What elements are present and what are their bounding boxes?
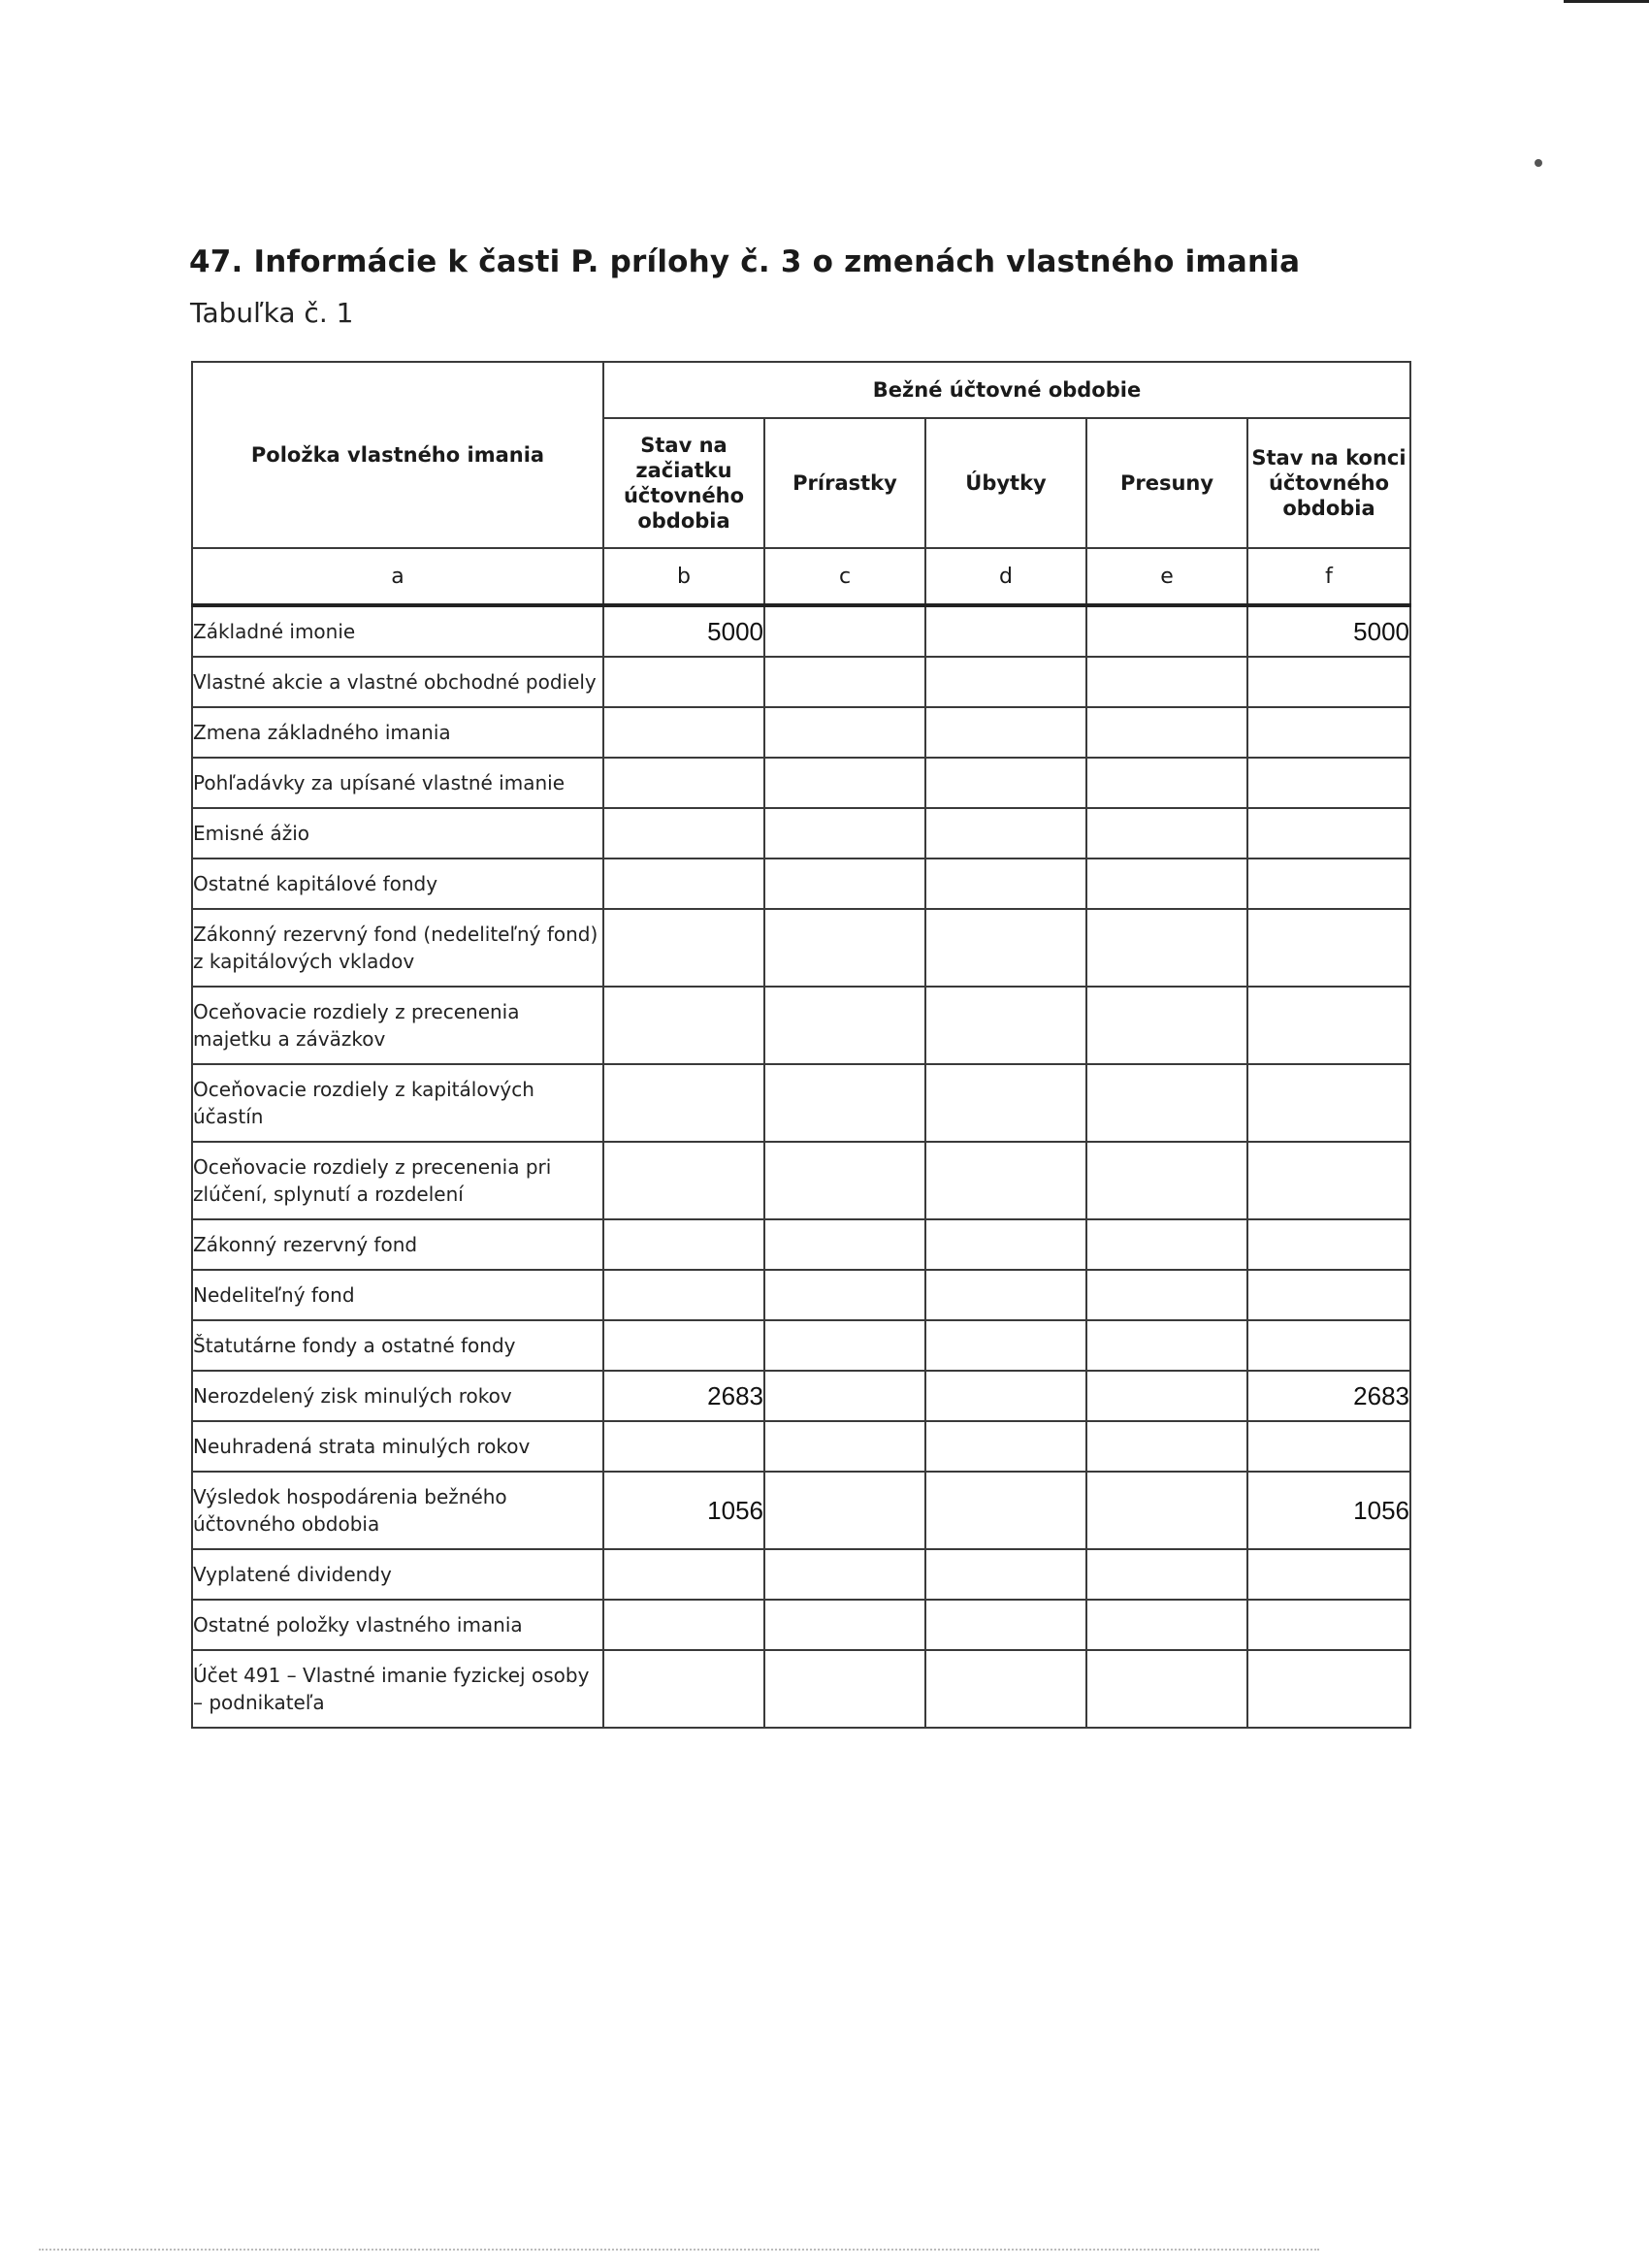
cell-f bbox=[1247, 1270, 1410, 1320]
cell-f bbox=[1247, 1421, 1410, 1472]
cell-c bbox=[764, 1600, 925, 1650]
cell-d bbox=[925, 859, 1086, 909]
table-row bbox=[192, 1472, 1410, 1549]
scan-edge-mark bbox=[1564, 0, 1649, 3]
cell-f bbox=[1247, 1064, 1410, 1142]
scan-speck bbox=[1535, 159, 1542, 167]
cell-b bbox=[603, 1142, 764, 1219]
cell-b bbox=[603, 1650, 764, 1728]
cell-b bbox=[603, 657, 764, 707]
column-letter-c: c bbox=[764, 548, 925, 605]
cell-c bbox=[764, 909, 925, 987]
cell-c bbox=[764, 707, 925, 758]
cell-d bbox=[925, 1371, 1086, 1421]
table-row bbox=[192, 909, 1410, 987]
column-letter-a: a bbox=[192, 548, 603, 605]
cell-b bbox=[603, 1600, 764, 1650]
row-label: Štatutárne fondy a ostatné fondy bbox=[192, 1320, 603, 1371]
table-row bbox=[192, 859, 1410, 909]
cell-e bbox=[1086, 1650, 1247, 1728]
cell-e bbox=[1086, 1371, 1247, 1421]
cell-f bbox=[1247, 758, 1410, 808]
equity-changes-table bbox=[191, 361, 1411, 1729]
table-row bbox=[192, 1270, 1410, 1320]
row-label: Výsledok hospodárenia bežného účtovného obdobia bbox=[192, 1472, 603, 1549]
row-label: Vlastné akcie a vlastné obchodné podiely bbox=[192, 657, 603, 707]
cell-b: 5000 bbox=[603, 605, 764, 657]
column-header-c: Prírastky bbox=[764, 418, 925, 548]
cell-e bbox=[1086, 1219, 1247, 1270]
cell-d bbox=[925, 1320, 1086, 1371]
row-label: Neuhradená strata minulých rokov bbox=[192, 1421, 603, 1472]
column-header-f: Stav na konci účtovného obdobia bbox=[1247, 418, 1410, 548]
cell-e bbox=[1086, 1600, 1247, 1650]
cell-f bbox=[1247, 859, 1410, 909]
cell-c bbox=[764, 1371, 925, 1421]
cell-e bbox=[1086, 657, 1247, 707]
cell-b bbox=[603, 909, 764, 987]
cell-d bbox=[925, 1421, 1086, 1472]
row-label: Zákonný rezervný fond bbox=[192, 1219, 603, 1270]
row-label: Oceňovacie rozdiely z precenenia majetku a záväzkov bbox=[192, 987, 603, 1064]
cell-f: 5000 bbox=[1247, 605, 1410, 657]
column-letter-b: b bbox=[603, 548, 764, 605]
item-column-header: Položka vlastného imania bbox=[192, 362, 603, 548]
row-label: Účet 491 – Vlastné imanie fyzickej osoby – podnikateľa bbox=[192, 1650, 603, 1728]
cell-c bbox=[764, 1270, 925, 1320]
column-letter-d: d bbox=[925, 548, 1086, 605]
cell-f: 1056 bbox=[1247, 1472, 1410, 1549]
cell-b bbox=[603, 987, 764, 1064]
cell-f bbox=[1247, 1650, 1410, 1728]
cell-e bbox=[1086, 605, 1247, 657]
cell-b bbox=[603, 859, 764, 909]
cell-c bbox=[764, 1421, 925, 1472]
table-row bbox=[192, 1650, 1410, 1728]
table-row bbox=[192, 1421, 1410, 1472]
row-label: Ostatné položky vlastného imania bbox=[192, 1600, 603, 1650]
cell-f bbox=[1247, 1320, 1410, 1371]
cell-c bbox=[764, 1549, 925, 1600]
cell-e bbox=[1086, 1320, 1247, 1371]
table-row bbox=[192, 657, 1410, 707]
cell-b bbox=[603, 1320, 764, 1371]
cell-f bbox=[1247, 1600, 1410, 1650]
cell-f bbox=[1247, 808, 1410, 859]
cell-f bbox=[1247, 987, 1410, 1064]
table-row bbox=[192, 987, 1410, 1064]
cell-c bbox=[764, 758, 925, 808]
table-row bbox=[192, 1371, 1410, 1421]
column-header-b: Stav na začiatku účtovného obdobia bbox=[603, 418, 764, 548]
row-label: Nedeliteľný fond bbox=[192, 1270, 603, 1320]
cell-c bbox=[764, 1650, 925, 1728]
cell-d bbox=[925, 707, 1086, 758]
table-row bbox=[192, 1320, 1410, 1371]
cell-b: 2683 bbox=[603, 1371, 764, 1421]
cell-b bbox=[603, 1219, 764, 1270]
cell-d bbox=[925, 1270, 1086, 1320]
cell-e bbox=[1086, 707, 1247, 758]
cell-f bbox=[1247, 1142, 1410, 1219]
row-label: Zákonný rezervný fond (nedeliteľný fond) z kapitálových vkladov bbox=[192, 909, 603, 987]
cell-c bbox=[764, 1142, 925, 1219]
row-label: Pohľadávky za upísané vlastné imanie bbox=[192, 758, 603, 808]
cell-b bbox=[603, 1421, 764, 1472]
cell-b bbox=[603, 1549, 764, 1600]
table-row bbox=[192, 707, 1410, 758]
cell-d bbox=[925, 1600, 1086, 1650]
column-header-e: Presuny bbox=[1086, 418, 1247, 548]
cell-c bbox=[764, 1320, 925, 1371]
page-title: 47. Informácie k časti P. prílohy č. 3 o zmenách vlastného imania bbox=[189, 244, 1301, 279]
cell-f: 2683 bbox=[1247, 1371, 1410, 1421]
cell-d bbox=[925, 1142, 1086, 1219]
column-letter-e: e bbox=[1086, 548, 1247, 605]
table-row bbox=[192, 1219, 1410, 1270]
cell-b bbox=[603, 1270, 764, 1320]
cell-d bbox=[925, 987, 1086, 1064]
cell-d bbox=[925, 1549, 1086, 1600]
cell-d bbox=[925, 1064, 1086, 1142]
cell-e bbox=[1086, 909, 1247, 987]
row-label: Zmena základného imania bbox=[192, 707, 603, 758]
cell-e bbox=[1086, 1142, 1247, 1219]
cell-e bbox=[1086, 1472, 1247, 1549]
table-row bbox=[192, 1142, 1410, 1219]
cell-d bbox=[925, 808, 1086, 859]
period-header: Bežné účtovné obdobie bbox=[603, 362, 1410, 418]
table-row bbox=[192, 605, 1410, 657]
column-letter-f: f bbox=[1247, 548, 1410, 605]
table-row bbox=[192, 1549, 1410, 1600]
cell-f bbox=[1247, 707, 1410, 758]
cell-e bbox=[1086, 1270, 1247, 1320]
row-label: Emisné ážio bbox=[192, 808, 603, 859]
table-row bbox=[192, 758, 1410, 808]
row-label: Základné imonie bbox=[192, 605, 603, 657]
cell-c bbox=[764, 657, 925, 707]
cell-d bbox=[925, 1472, 1086, 1549]
cell-f bbox=[1247, 1219, 1410, 1270]
cell-e bbox=[1086, 1064, 1247, 1142]
cell-f bbox=[1247, 909, 1410, 987]
cell-c bbox=[764, 987, 925, 1064]
row-label: Vyplatené dividendy bbox=[192, 1549, 603, 1600]
cell-e bbox=[1086, 808, 1247, 859]
cell-e bbox=[1086, 987, 1247, 1064]
cell-c bbox=[764, 859, 925, 909]
row-label: Oceňovacie rozdiely z kapitálových účastín bbox=[192, 1064, 603, 1142]
cell-d bbox=[925, 1650, 1086, 1728]
cell-e bbox=[1086, 758, 1247, 808]
cell-d bbox=[925, 1219, 1086, 1270]
cell-b bbox=[603, 707, 764, 758]
cell-c bbox=[764, 1472, 925, 1549]
scan-bottom-edge bbox=[39, 2249, 1319, 2252]
cell-f bbox=[1247, 1549, 1410, 1600]
cell-c bbox=[764, 1219, 925, 1270]
table-caption: Tabuľka č. 1 bbox=[190, 297, 354, 329]
table-row bbox=[192, 808, 1410, 859]
column-header-d: Úbytky bbox=[925, 418, 1086, 548]
row-label: Oceňovacie rozdiely z precenenia pri zlúčení, splynutí a rozdelení bbox=[192, 1142, 603, 1219]
row-label: Nerozdelený zisk minulých rokov bbox=[192, 1371, 603, 1421]
cell-c bbox=[764, 808, 925, 859]
cell-c bbox=[764, 605, 925, 657]
cell-b bbox=[603, 808, 764, 859]
cell-d bbox=[925, 909, 1086, 987]
cell-c bbox=[764, 1064, 925, 1142]
cell-f bbox=[1247, 657, 1410, 707]
cell-e bbox=[1086, 1549, 1247, 1600]
row-label: Ostatné kapitálové fondy bbox=[192, 859, 603, 909]
cell-b: 1056 bbox=[603, 1472, 764, 1549]
cell-d bbox=[925, 657, 1086, 707]
cell-e bbox=[1086, 1421, 1247, 1472]
table-row bbox=[192, 1064, 1410, 1142]
table-row bbox=[192, 1600, 1410, 1650]
cell-d bbox=[925, 605, 1086, 657]
cell-b bbox=[603, 1064, 764, 1142]
cell-e bbox=[1086, 859, 1247, 909]
cell-b bbox=[603, 758, 764, 808]
cell-d bbox=[925, 758, 1086, 808]
